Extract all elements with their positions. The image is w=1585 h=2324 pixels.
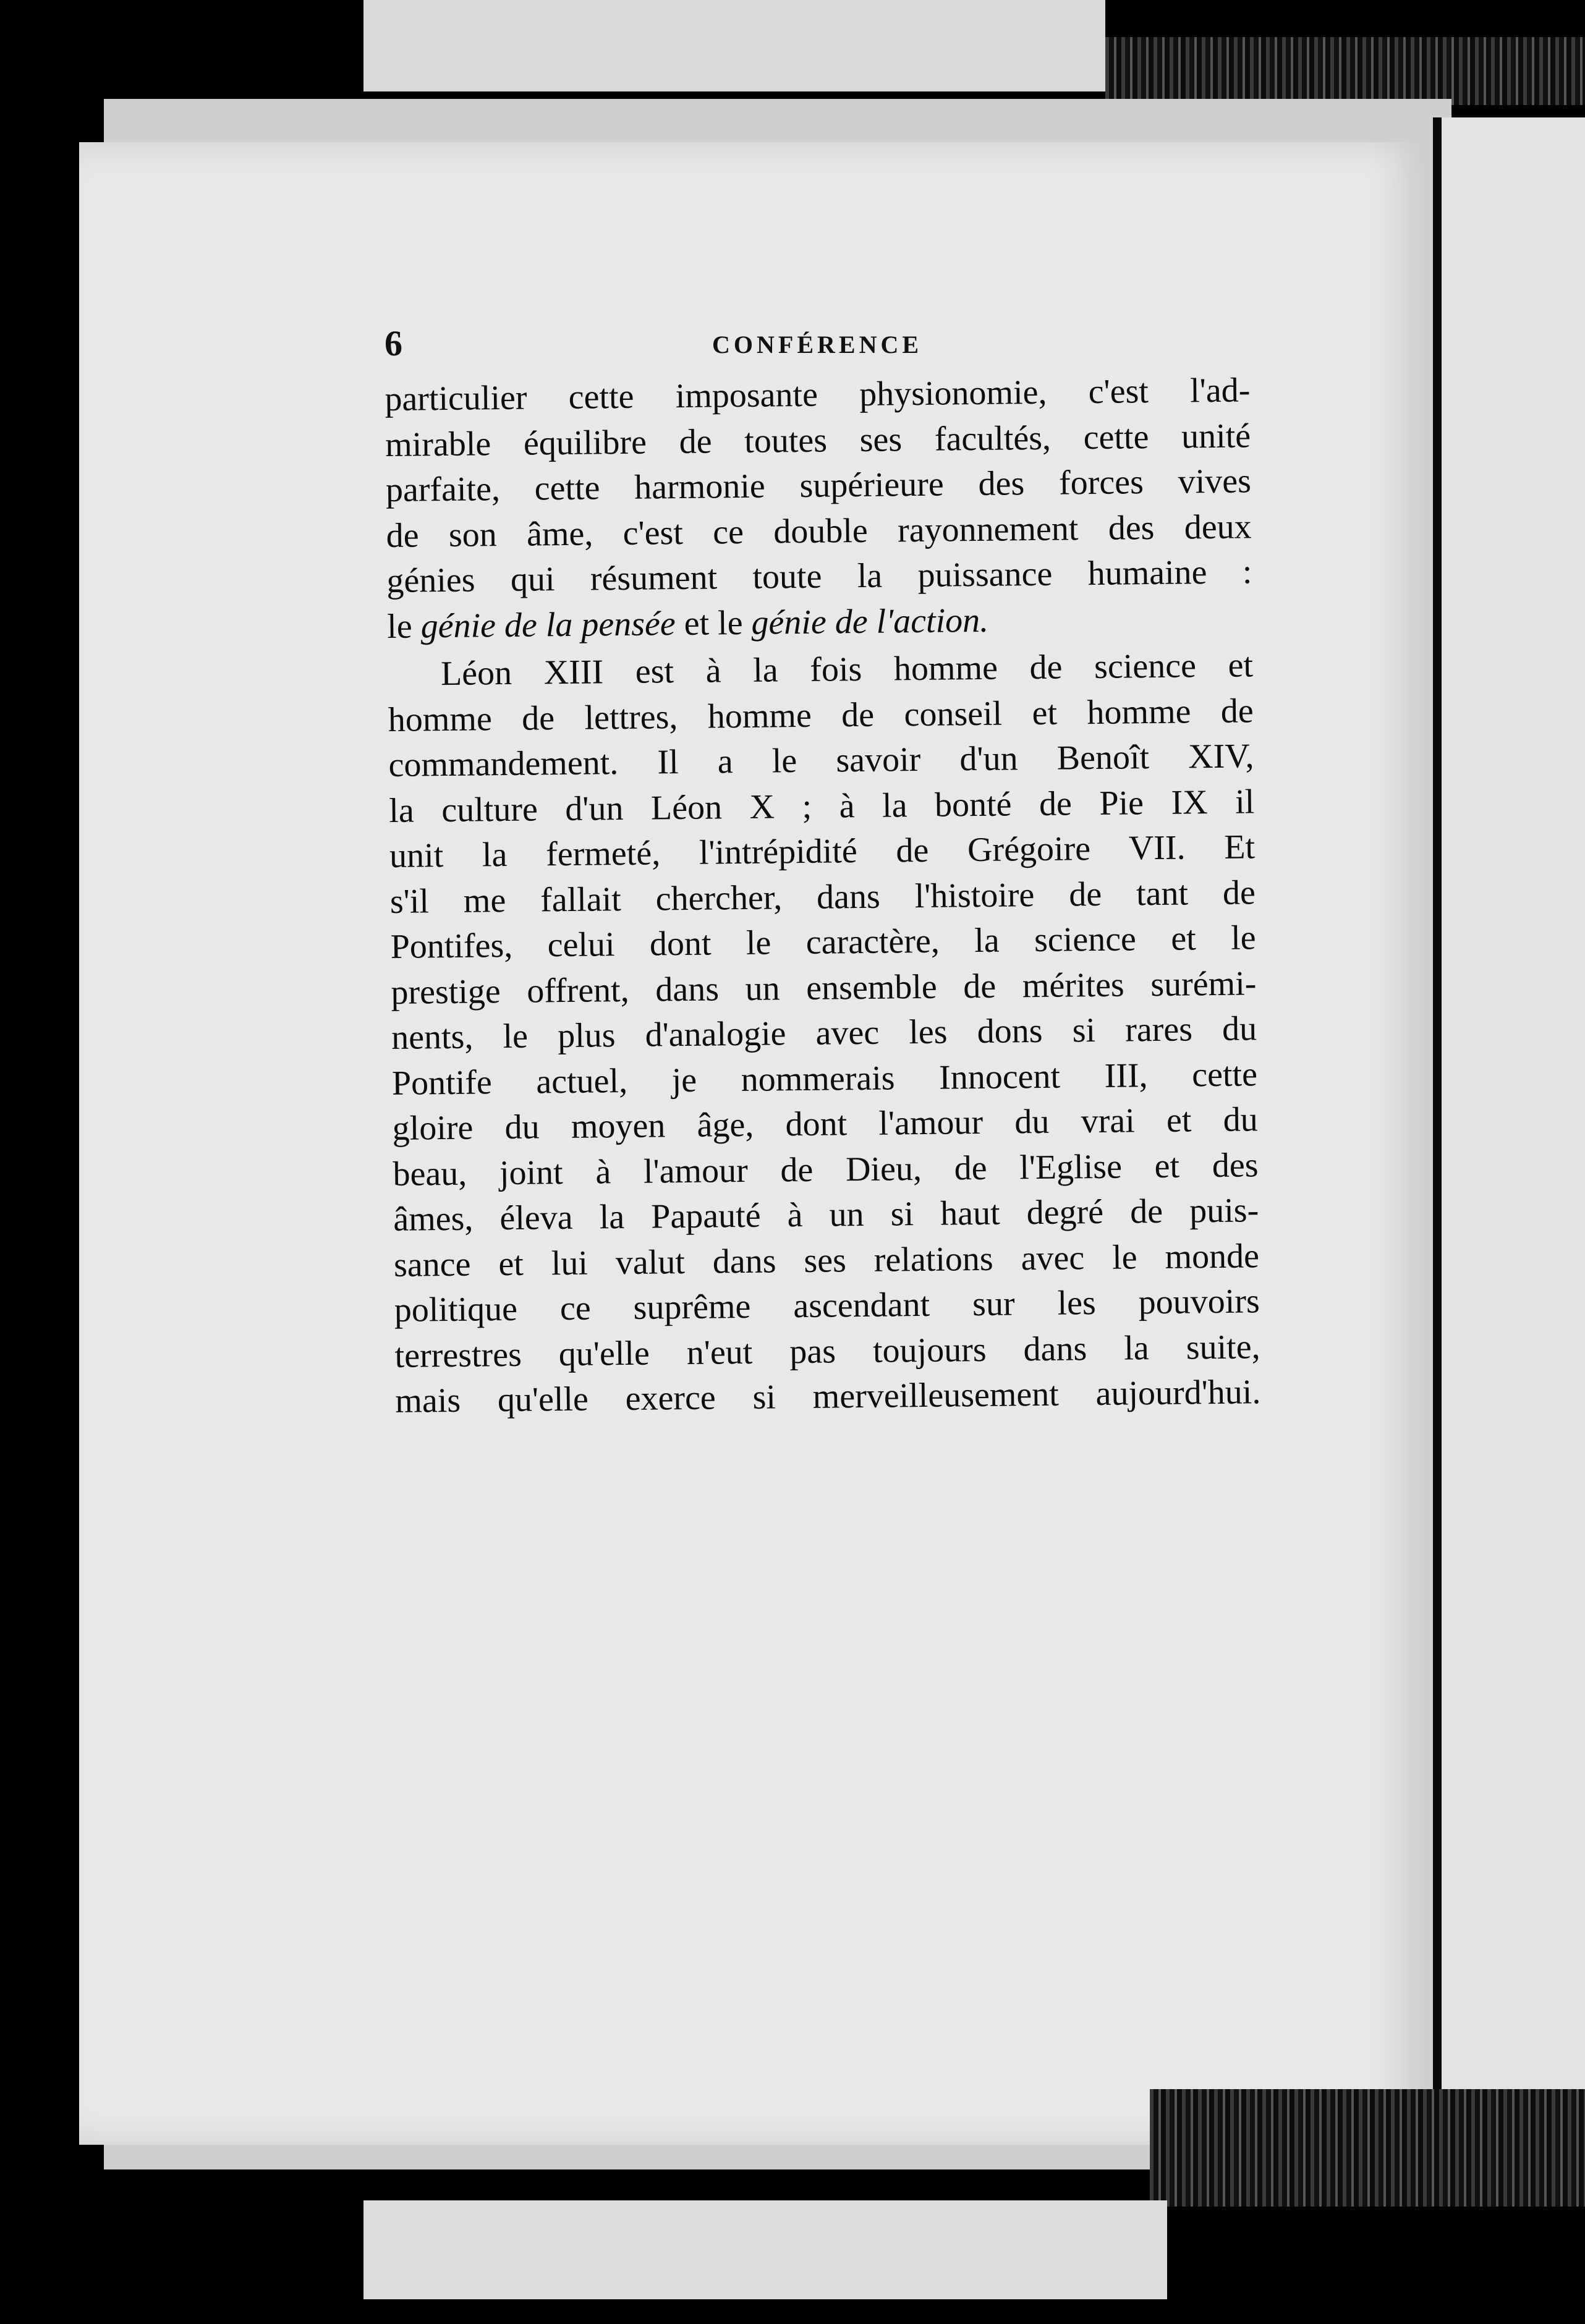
text-line: de son âme, c'est ce double rayonnement des deux <box>386 507 1252 555</box>
body-text <box>385 368 1261 1424</box>
text-line: sance et lui valut dans ses relations avec le monde <box>393 1236 1260 1284</box>
text-fragment: et le <box>684 603 743 643</box>
text-line: s'il me fallait chercher, dans l'histoire de tant de <box>389 873 1256 921</box>
text-line: âmes, éleva la Papauté à un si haut degré de puis- <box>393 1191 1259 1239</box>
running-title: CONFÉRENCE <box>712 331 923 358</box>
text-fragment: le <box>386 607 412 646</box>
adjacent-page-edge <box>1433 117 1585 2139</box>
text-line: parfaite, cette harmonie supérieure des forces vives <box>385 462 1252 509</box>
text-line: mais qu'elle exerce si merveilleusement aujourd'hui. <box>395 1373 1261 1420</box>
italic-phrase: génie de l'action. <box>751 601 989 642</box>
italic-phrase: génie de la pensée <box>420 604 676 645</box>
page-number: 6 <box>385 323 402 363</box>
scan-edge-texture-top <box>1105 37 1585 105</box>
scan-margin-top <box>363 0 1105 91</box>
text-line: terrestres qu'elle n'eut pas toujours dans la suite, <box>394 1327 1260 1375</box>
text-line: la culture d'un Léon X ; à la bonté de Pie IX il <box>389 782 1255 830</box>
text-line: homme de lettres, homme de conseil et homme de <box>388 691 1254 739</box>
text-line: prestige offrent, dans un ensemble de mérites surémi- <box>391 964 1257 1012</box>
page-header <box>385 323 1250 366</box>
text-line: Pontife actuel, je nommerais Innocent III, cette <box>391 1054 1258 1103</box>
text-line: Léon XIII est à la fois homme de science et <box>440 646 1254 693</box>
text-line: particulier cette imposante physionomie, c'est l'ad- <box>385 371 1251 418</box>
scan-edge-texture-bottom <box>1150 2089 1585 2207</box>
text-line: commandement. Il a le savoir d'un Benoît XIV, <box>388 737 1254 784</box>
text-line: Pontifes, celui dont le caractère, la science et le <box>390 918 1256 966</box>
paragraph <box>385 368 1253 650</box>
text-line: beau, joint à l'amour de Dieu, de l'Eglise et des <box>393 1145 1259 1194</box>
paragraph <box>388 643 1261 1424</box>
text-line: nents, le plus d'analogie avec les dons si rares du <box>391 1009 1257 1057</box>
text-line: unit la fermeté, l'intrépidité de Grégoire VII. Et <box>389 828 1256 875</box>
text-line: génies qui résument toute la puissance humaine : <box>386 553 1252 600</box>
text-line <box>387 595 1253 650</box>
scan-margin-bottom <box>363 2200 1167 2299</box>
text-line: mirable équilibre de toutes ses facultés, cette unité <box>385 416 1251 464</box>
text-line: gloire du moyen âge, dont l'amour du vrai et du <box>392 1100 1258 1148</box>
text-line: politique ce suprême ascendant sur les pouvoirs <box>394 1282 1260 1330</box>
